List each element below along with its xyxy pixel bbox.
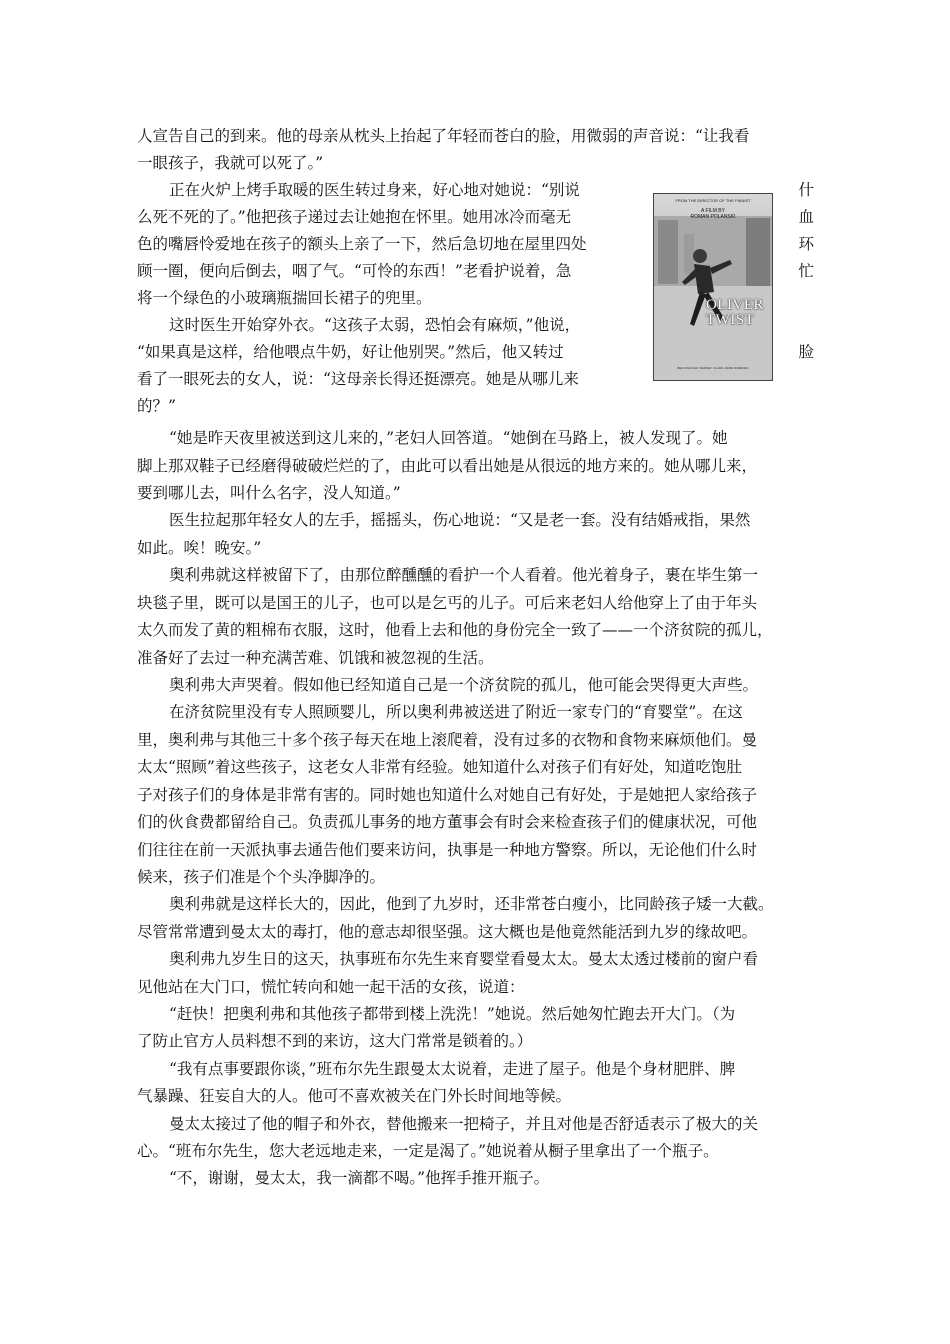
wrapped-char: 环 [798,235,814,253]
text-line: 了防止官方人员料想不到的来访，这大门常常是锁着的。） [137,1032,533,1050]
text-line: 的？” [137,397,176,415]
text-line: 要到哪儿去，叫什么名字，没人知道。” [137,484,401,502]
text-line: 奥利弗就是这样长大的，因此，他到了九岁时，还非常苍白瘦小，比同龄孩子矮一大截。 [169,895,774,913]
text-line: 顾一圈，便向后倒去，咽了气。“可怜的东西！”老看护说着，急 [137,262,572,280]
poster-tagline: FROM THE DIRECTOR OF THE PIANIST [675,198,751,203]
poster-title-line-1: OLIVER [706,297,764,313]
text-line: “我有点事要跟你谈，”班布尔先生跟曼太太说着，走进了屋子。他是个身材肥胖、脾 [169,1060,736,1078]
text-line: 块毯子里，既可以是国王的儿子，也可以是乞丐的儿子。可后来老妇人给他穿上了由于年头 [137,594,758,612]
wrapped-char: 忙 [798,262,814,280]
text-line: 看了一眼死去的女人，说：“这母亲长得还挺漂亮。她是从哪儿来 [137,370,579,388]
text-line: 么死不死的了。”他把孩子递过去让她抱在怀里。她用冰冷而毫无 [137,208,572,226]
poster-illustration [654,194,772,380]
text-line: 人宣告自己的到来。他的母亲从枕头上抬起了年轻而苍白的脸，用微弱的声音说：“让我看 [137,127,750,145]
text-line: 脚上那双鞋子已经磨得破破烂烂的了，由此可以看出她是从很远的地方来的。她从哪儿来， [137,457,758,475]
poster-director-name: ROMAN POLANSKI [690,214,736,220]
text-line: 奥利弗九岁生日的这天，执事班布尔先生来育婴堂看曼太太。曼太太透过楼前的窗户看 [169,950,759,968]
poster-director [654,208,772,220]
text-line: 太太“照顾”着这些孩子，这老女人非常有经验。她知道什么对孩子们有好处，知道吃饱肚 [137,758,742,776]
poster-title [706,298,768,328]
poster-title-line-2: TWIST [706,312,755,328]
text-line: 太久而发了黄的粗棉布衣服，这时，他看上去和他的身份完全一致了——一个济贫院的孤儿， [137,621,773,639]
text-line: “不，谢谢，曼太太，我一滴都不喝。”他挥手推开瓶子。 [169,1169,550,1187]
text-line: 里，奥利弗与其他三十多个孩子每天在地上滚爬着，没有过多的衣物和食物来麻烦他们。曼 [137,731,758,749]
text-line: “她是昨天夜里被送到这儿来的，”老妇人回答道。“她倒在马路上，被人发现了。她 [169,429,728,447]
text-line: 这时医生开始穿外衣。“这孩子太弱，恐怕会有麻烦，”他说， [169,316,581,334]
text-line: 色的嘴唇怜爱地在孩子的额头上亲了一下，然后急切地在屋里四处 [137,235,587,253]
text-line: 气暴躁、狂妄自大的人。他可不喜欢被关在门外长时间地等候。 [137,1087,572,1105]
wrapped-char: 血 [798,208,814,226]
text-line: 如此。唉！晚安。” [137,539,262,557]
poster-credits: BEN KINGSLEY BARNEY CLARK JAMIE FOREMAN [677,366,749,370]
text-line: 候来，孩子们准是个个头净脚净的。 [137,868,386,886]
text-line: 子对孩子们的身体是非常有害的。同时她也知道什么对她自己有好处，于是她把人家给孩子 [137,786,758,804]
text-line: 奥利弗大声哭着。假如他已经知道自己是一个济贫院的孤儿，他可能会哭得更大声些。 [169,676,759,694]
text-line: 尽管常常遭到曼太太的毒打，他的意志却很坚强。这大概也是他竟然能活到九岁的缘故吧。 [137,923,758,941]
text-line: 准备好了去过一种充满苦难、饥饿和被忽视的生活。 [137,649,494,667]
text-line: 将一个绿色的小玻璃瓶揣回长裙子的兜里。 [137,289,432,307]
text-line: 在济贫院里没有专人照顾婴儿，所以奥利弗被送进了附近一家专门的“育婴堂”。在这 [169,703,743,721]
text-line: 医生拉起那年轻女人的左手，摇摇头，伤心地说：“又是老一套。没有结婚戒指，果然 [169,511,751,529]
text-line: 们往往在前一天派执事去通告他们要来访问，执事是一种地方警察。所以，无论他们什么时 [137,841,758,859]
poster-director-label: A FILM BY [701,208,725,214]
text-line: 们的伙食费都留给自己。负责孤儿事务的地方董事会有时会来检查孩子们的健康状况，可他 [137,813,758,831]
text-line: 曼太太接过了他的帽子和外衣，替他搬来一把椅子，并且对他是否舒适表示了极大的关 [169,1115,759,1133]
wrapped-char: 什 [798,181,814,199]
text-line: 正在火炉上烤手取暖的医生转过身来，好心地对她说：“别说 [169,181,580,199]
wrapped-char: 脸 [798,343,814,361]
text-line: 奥利弗就这样被留下了，由那位醉醺醺的看护一个人看着。他光着身子，裹在毕生第一 [169,566,759,584]
text-line: 心。“班布尔先生，您大老远地走来，一定是渴了。”她说着从橱子里拿出了一个瓶子。 [137,1142,719,1160]
text-line: “赶快！把奥利弗和其他孩子都带到楼上洗洗！”她说。然后她匆忙跑去开大门。（为 [169,1005,736,1023]
oliver-twist-poster-image [653,193,773,381]
text-line: 见他站在大门口，慌忙转向和她一起干活的女孩，说道： [137,978,525,996]
text-line: “如果真是这样，给他喂点牛奶，好让他别哭。”然后，他又转过 [137,343,564,361]
text-line: 一眼孩子，我就可以死了。” [137,154,324,172]
